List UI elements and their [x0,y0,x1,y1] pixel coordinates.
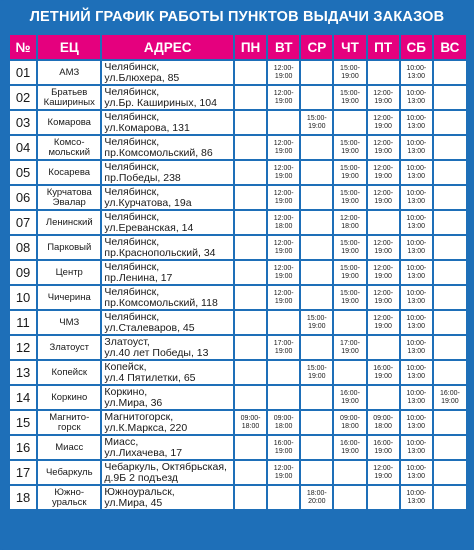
row-number: 11 [10,311,36,334]
hours-fri: 12:00- 19:00 [368,186,399,209]
hours-wed [301,461,332,484]
table-row [10,261,466,284]
hours-thu [334,311,365,334]
hours-thu [334,361,365,384]
row-number: 14 [10,386,36,409]
hours-thu: 16:00- 19:00 [334,436,365,459]
hours-tue: 12:00- 19:00 [268,186,299,209]
ec-line: Златоуст [49,341,90,353]
hours-mon [235,186,266,209]
hours-fri [368,486,399,509]
ec-name [38,461,100,484]
ec-name [38,311,100,334]
table-row [10,486,466,509]
hours-tue: 12:00- 19:00 [268,136,299,159]
address-line: Челябинск, [104,161,160,173]
hours-tue: 12:00- 19:00 [268,286,299,309]
hours-mon [235,461,266,484]
schedule-table [8,33,468,511]
header-sun: ВС [434,35,466,59]
ec-line: Копейск [51,366,87,378]
table-body [10,61,466,509]
header-sat: СБ [401,35,432,59]
ec-line: Южно- [54,486,85,498]
hours-tue: 12:00- 19:00 [268,161,299,184]
address [102,286,233,309]
row-number: 05 [10,161,36,184]
address [102,336,233,359]
hours-tue: 12:00- 19:00 [268,236,299,259]
header-thu: ЧТ [334,35,365,59]
address [102,161,233,184]
hours-mon [235,136,266,159]
table-row [10,386,466,409]
row-number: 15 [10,411,36,434]
table-row [10,286,466,309]
hours-tue: 17:00- 19:00 [268,336,299,359]
hours-wed [301,186,332,209]
hours-fri: 12:00- 19:00 [368,111,399,134]
hours-sun [434,461,466,484]
row-number: 18 [10,486,36,509]
hours-sat: 10:00- 13:00 [401,161,432,184]
hours-mon [235,486,266,509]
address-line: Челябинск, [104,86,160,98]
hours-fri [368,386,399,409]
ec-name [38,486,100,509]
address-line: пр.Победы, 238 [104,171,181,184]
address-line: ул.Мира, 36 [104,396,163,409]
hours-sun [434,186,466,209]
hours-wed [301,261,332,284]
hours-fri [368,61,399,84]
hours-wed [301,336,332,359]
hours-sat: 10:00- 13:00 [401,361,432,384]
row-number: 01 [10,61,36,84]
hours-wed [301,161,332,184]
row-number: 10 [10,286,36,309]
address [102,236,233,259]
ec-name [38,361,100,384]
hours-wed [301,136,332,159]
hours-thu: 15:00- 19:00 [334,161,365,184]
hours-thu: 15:00- 19:00 [334,236,365,259]
ec-line: АМЗ [59,66,80,78]
hours-mon [235,311,266,334]
table-row [10,111,466,134]
ec-line: Парковый [47,241,92,253]
table-row [10,86,466,109]
ec-name [38,61,100,84]
table-row [10,211,466,234]
header-mon: ПН [235,35,266,59]
address-line: Копейск, [104,361,147,373]
hours-thu: 15:00- 19:00 [334,186,365,209]
address-line: Челябинск, [104,61,160,73]
hours-tue: 12:00- 19:00 [268,86,299,109]
hours-wed: 15:00- 19:00 [301,361,332,384]
hours-sat: 10:00- 13:00 [401,436,432,459]
address-line: Миасс, [104,436,139,448]
hours-sat: 10:00- 13:00 [401,486,432,509]
ec-name [38,411,100,434]
ec-line: горск [57,421,81,433]
address-line: Челябинск, [104,211,160,223]
address-line: Челябинск, [104,261,160,273]
ec-line: Чебаркуль [45,466,93,478]
ec-line: Центр [55,266,83,278]
hours-mon: 09:00- 18:00 [235,411,266,434]
ec-line: Кашириных [43,96,95,108]
address-line: ул.Блюхера, 85 [104,71,180,84]
hours-fri: 12:00- 19:00 [368,461,399,484]
hours-wed [301,436,332,459]
address-line: Челябинск, [104,136,160,148]
address-line: пр.Краснопольский, 34 [104,246,216,259]
address-line: ул.4 Пятилетки, 65 [104,371,196,384]
ec-line: уральск [51,496,87,508]
hours-thu: 09:00- 18:00 [334,411,365,434]
address-line: Челябинск, [104,186,160,198]
hours-mon [235,61,266,84]
hours-sun [434,261,466,284]
hours-wed [301,86,332,109]
row-number: 08 [10,236,36,259]
table-row [10,311,466,334]
hours-fri: 12:00- 19:00 [368,236,399,259]
table-row [10,461,466,484]
address-line: ул.К.Маркса, 220 [104,421,188,434]
ec-name [38,111,100,134]
hours-tue [268,311,299,334]
ec-line: Магнито- [49,411,90,423]
hours-sat: 10:00- 13:00 [401,386,432,409]
header-address: АДРЕС [102,35,233,59]
hours-sun [434,86,466,109]
hours-sat: 10:00- 13:00 [401,61,432,84]
hours-thu: 15:00- 19:00 [334,261,365,284]
hours-fri [368,211,399,234]
hours-mon [235,336,266,359]
ec-line: Ленинский [45,216,93,228]
table-row [10,361,466,384]
row-number: 03 [10,111,36,134]
ec-name [38,136,100,159]
table-row [10,161,466,184]
table-row [10,436,466,459]
hours-wed: 15:00- 19:00 [301,111,332,134]
address [102,186,233,209]
address [102,311,233,334]
hours-sat: 10:00- 13:00 [401,186,432,209]
table-row [10,61,466,84]
ec-name [38,336,100,359]
hours-wed [301,236,332,259]
ec-line: Чичерина [47,291,91,303]
hours-mon [235,361,266,384]
header-fri: ПТ [368,35,399,59]
hours-sun: 16:00- 19:00 [434,386,466,409]
ec-line: мольский [48,146,91,158]
address-line: ул.Курчатова, 19а [104,196,192,209]
address-line: Магнитогорск, [104,411,174,423]
row-number: 13 [10,361,36,384]
ec-line: Братьев [51,86,88,98]
ec-line: Комсо- [53,136,85,148]
address [102,486,233,509]
hours-sat: 10:00- 13:00 [401,461,432,484]
address-line: пр.Комсомольский, 118 [104,296,218,309]
hours-sun [434,136,466,159]
address [102,111,233,134]
address [102,261,233,284]
hours-fri: 12:00- 19:00 [368,161,399,184]
hours-sun [434,336,466,359]
address-line: Челябинск, [104,311,160,323]
hours-tue: 12:00- 18:00 [268,211,299,234]
table-row [10,186,466,209]
row-number: 04 [10,136,36,159]
hours-fri: 16:00- 19:00 [368,361,399,384]
address-line: ул.Сталеваров, 45 [104,321,195,334]
address-line: Челябинск, [104,286,160,298]
hours-sat: 10:00- 13:00 [401,411,432,434]
address [102,361,233,384]
hours-wed: 15:00- 19:00 [301,311,332,334]
hours-sun [434,211,466,234]
row-number: 07 [10,211,36,234]
address [102,86,233,109]
hours-thu [334,461,365,484]
hours-sat: 10:00- 13:00 [401,286,432,309]
hours-sat: 10:00- 13:00 [401,211,432,234]
hours-thu: 15:00- 19:00 [334,286,365,309]
hours-thu: 15:00- 19:00 [334,86,365,109]
header-row [10,35,466,59]
ec-name [38,286,100,309]
hours-sat: 10:00- 13:00 [401,136,432,159]
hours-wed [301,286,332,309]
hours-mon [235,436,266,459]
hours-thu [334,111,365,134]
hours-wed [301,411,332,434]
ec-line: Комарова [47,116,91,128]
address-line: пр.Комсомольский, 86 [104,146,213,159]
address-line: ул.Ереванская, 14 [104,221,194,234]
table-row [10,136,466,159]
hours-tue: 16:00- 19:00 [268,436,299,459]
hours-mon [235,236,266,259]
address [102,436,233,459]
ec-line: Коркино [51,391,88,403]
hours-sun [434,486,466,509]
hours-mon [235,86,266,109]
ec-name [38,186,100,209]
hours-thu: 16:00- 19:00 [334,386,365,409]
row-number: 09 [10,261,36,284]
hours-sun [434,236,466,259]
table-row [10,336,466,359]
hours-sat: 10:00- 13:00 [401,336,432,359]
ec-line: Эвалар [52,196,86,208]
hours-sat: 10:00- 13:00 [401,311,432,334]
header-tue: ВТ [268,35,299,59]
hours-fri: 12:00- 19:00 [368,136,399,159]
table-row [10,236,466,259]
hours-fri: 12:00- 19:00 [368,261,399,284]
row-number: 02 [10,86,36,109]
ec-line: Курчатова [46,186,92,198]
header-num: № [10,35,36,59]
hours-sun [434,161,466,184]
hours-thu: 17:00- 19:00 [334,336,365,359]
hours-wed [301,386,332,409]
hours-tue: 12:00- 19:00 [268,61,299,84]
row-number: 16 [10,436,36,459]
hours-tue [268,386,299,409]
hours-sun [434,286,466,309]
hours-tue: 09:00- 18:00 [268,411,299,434]
hours-fri [368,336,399,359]
hours-thu: 12:00- 18:00 [334,211,365,234]
page-title: ЛЕТНИЙ ГРАФИК РАБОТЫ ПУНКТОВ ВЫДАЧИ ЗАКАЗОВ [29,8,445,25]
hours-sat: 10:00- 13:00 [401,261,432,284]
ec-line: ЧМЗ [59,316,80,328]
address [102,461,233,484]
address-line: ул.Комарова, 131 [104,121,190,134]
address [102,136,233,159]
hours-sun [434,111,466,134]
hours-sun [434,361,466,384]
hours-wed: 18:00- 20:00 [301,486,332,509]
hours-sun [434,411,466,434]
address-line: Коркино, [104,386,148,398]
hours-fri: 16:00- 19:00 [368,436,399,459]
address [102,61,233,84]
address-line: ул.Бр. Кашириных, 104 [104,96,217,109]
address-line: ул.Мира, 45 [104,496,163,509]
hours-thu: 15:00- 19:00 [334,61,365,84]
hours-mon [235,111,266,134]
hours-sun [434,436,466,459]
ec-name [38,86,100,109]
ec-name [38,236,100,259]
hours-tue [268,361,299,384]
hours-sun [434,61,466,84]
address-line: д.9Б 2 подъезд [104,471,178,484]
hours-tue [268,111,299,134]
hours-tue [268,486,299,509]
hours-sat: 10:00- 13:00 [401,111,432,134]
row-number: 17 [10,461,36,484]
header-ec: ЕЦ [38,35,100,59]
row-number: 12 [10,336,36,359]
ec-line: Миасс [55,441,84,453]
hours-thu [334,486,365,509]
address-line: Златоуст, [104,336,150,348]
address-line: Челябинск, [104,111,160,123]
hours-mon [235,161,266,184]
hours-tue: 12:00- 19:00 [268,461,299,484]
hours-fri: 12:00- 19:00 [368,286,399,309]
ec-name [38,211,100,234]
hours-fri: 12:00- 19:00 [368,311,399,334]
hours-mon [235,261,266,284]
address-line: ул.Лихачева, 17 [104,446,183,459]
address-line: Южноуральск, [104,486,175,498]
address-line: пр.Ленина, 17 [104,271,173,284]
hours-fri: 12:00- 19:00 [368,86,399,109]
address-line: ул.40 лет Победы, 13 [104,346,209,359]
hours-sat: 10:00- 13:00 [401,86,432,109]
hours-sun [434,311,466,334]
row-number: 06 [10,186,36,209]
hours-mon [235,286,266,309]
address [102,411,233,434]
hours-fri: 09:00- 18:00 [368,411,399,434]
hours-mon [235,386,266,409]
hours-wed [301,61,332,84]
hours-tue: 12:00- 19:00 [268,261,299,284]
ec-name [38,261,100,284]
address [102,386,233,409]
address-line: Чебаркуль, Октябрьская, [104,461,227,473]
ec-name [38,386,100,409]
hours-sat: 10:00- 13:00 [401,236,432,259]
header-wed: СР [301,35,332,59]
hours-wed [301,211,332,234]
address-line: Челябинск, [104,236,160,248]
table-row [10,411,466,434]
ec-name [38,161,100,184]
hours-mon [235,211,266,234]
ec-line: Косарева [48,166,91,178]
address [102,211,233,234]
hours-thu: 15:00- 19:00 [334,136,365,159]
ec-name [38,436,100,459]
